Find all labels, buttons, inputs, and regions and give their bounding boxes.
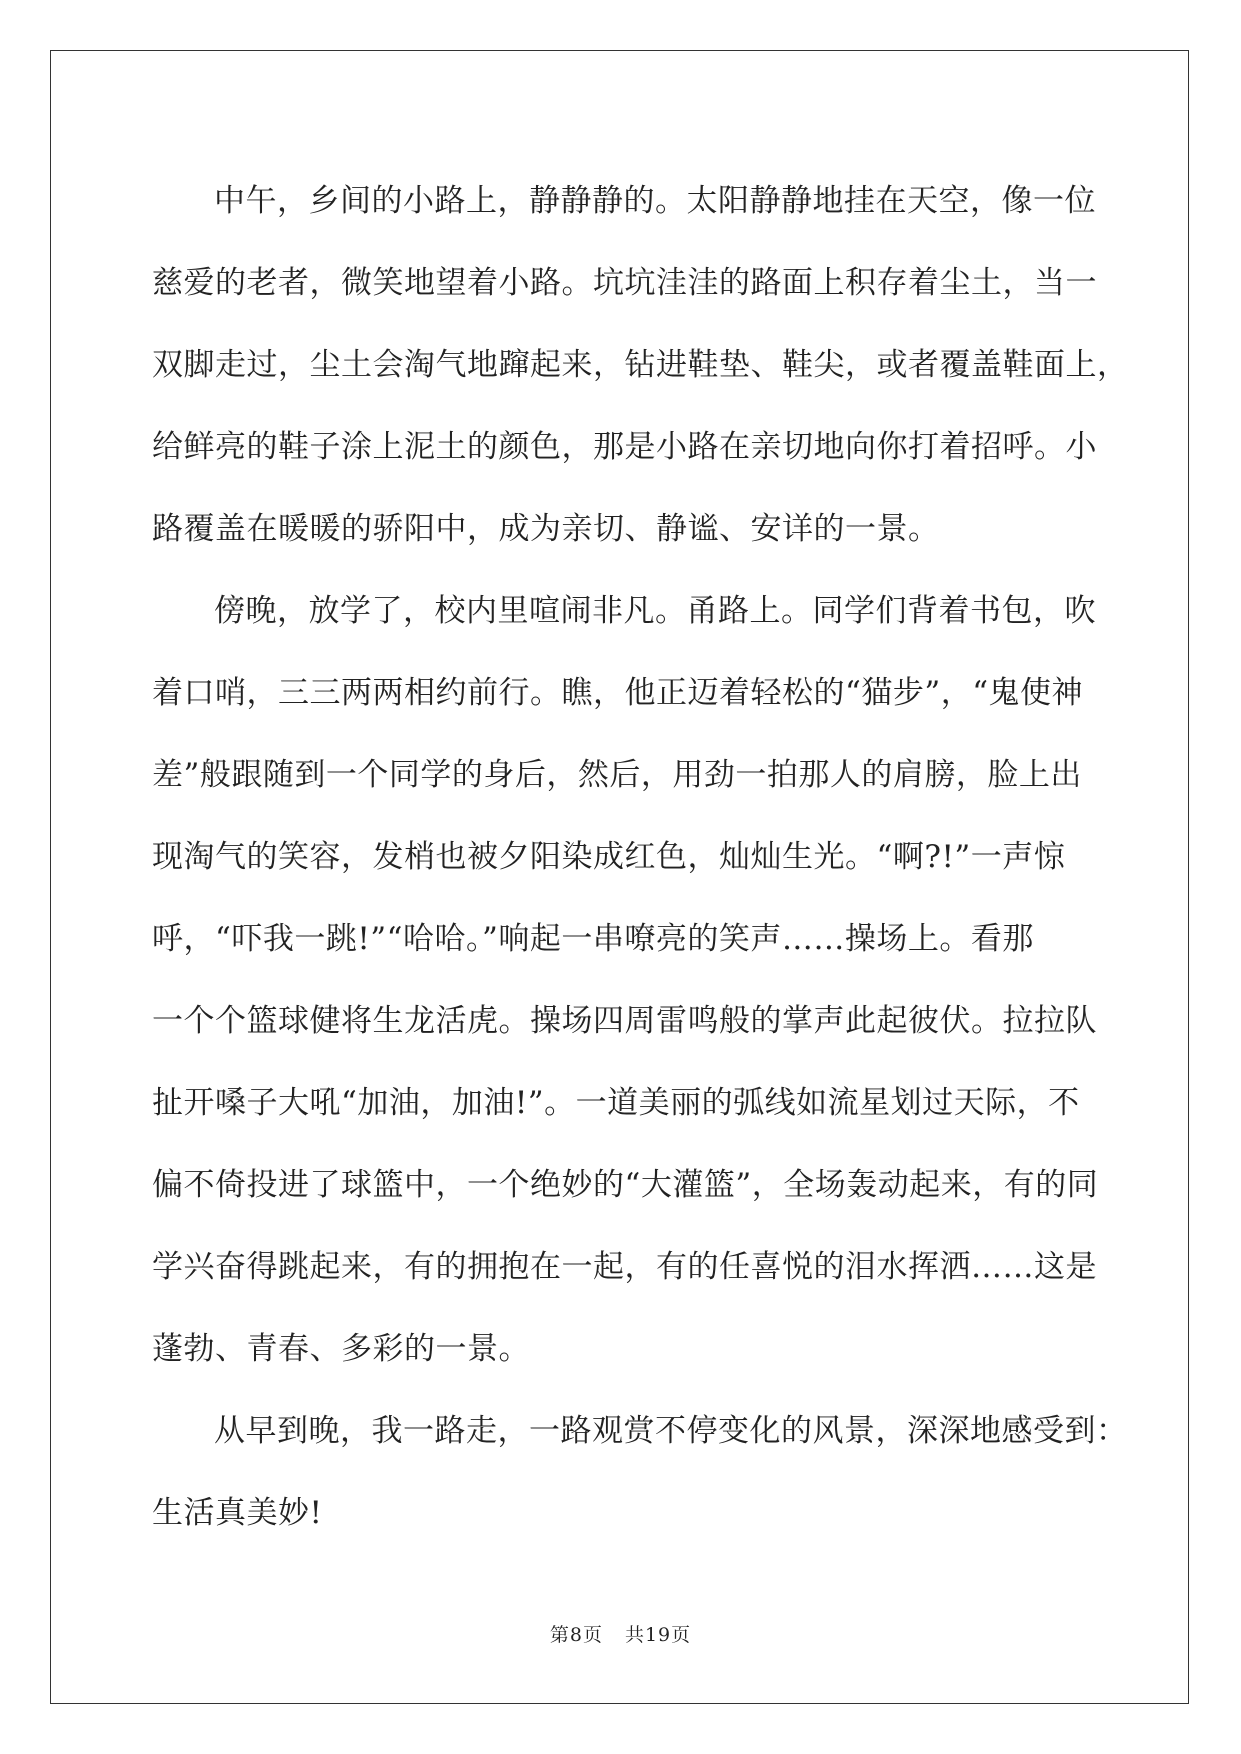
text-line: 学兴奋得跳起来，有的拥抱在一起，有的任喜悦的泪水挥洒……这是	[152, 1249, 1097, 1285]
text-line: 一个个篮球健将生龙活虎。操场四周雷鸣般的掌声此起彼伏。拉拉队	[152, 1003, 1097, 1039]
text-line: 路覆盖在暖暖的骄阳中，成为亲切、静谧、安详的一景。	[152, 511, 940, 547]
text-line: 偏不倚投进了球篮中，一个绝妙的“大灌篮”，全场轰动起来，有的同	[152, 1167, 1099, 1203]
text-line: 扯开嗓子大吼“加油，加油!”。一道美丽的弧线如流星划过天际，不	[152, 1085, 1080, 1121]
text-line: 慈爱的老者，微笑地望着小路。坑坑洼洼的路面上积存着尘土，当一	[152, 265, 1097, 301]
page-footer	[0, 1620, 1241, 1647]
document-body	[152, 160, 1129, 1554]
paragraph	[152, 160, 1129, 570]
text-line: 傍晚，放学了，校内里喧闹非凡。甬路上。同学们背着书包，吹	[214, 593, 1096, 629]
text-line: 中午，乡间的小路上，静静静的。太阳静静地挂在天空，像一位	[214, 183, 1096, 219]
text-line: 蓬勃、青春、多彩的一景。	[152, 1331, 530, 1367]
text-line: 着口哨，三三两两相约前行。瞧，他正迈着轻松的“猫步”，“鬼使神	[152, 675, 1084, 711]
text-line: 给鲜亮的鞋子涂上泥土的颜色，那是小路在亲切地向你打着招呼。小	[152, 429, 1097, 465]
text-line: 从早到晚，我一路走，一路观赏不停变化的风景，深深地感受到：	[214, 1413, 1128, 1449]
paragraph	[152, 570, 1118, 1390]
text-line: 呼，“吓我一跳!”“哈哈。”响起一串嘹亮的笑声……操场上。看那	[152, 921, 1034, 957]
text-line: 双脚走过，尘土会淘气地蹿起来，钻进鞋垫、鞋尖，或者覆盖鞋面上，	[152, 347, 1129, 383]
page-number-current: 第8页	[549, 1624, 603, 1646]
text-line: 差”般跟随到一个同学的身后，然后，用劲一拍那人的肩膀，脸上出	[152, 757, 1082, 793]
paragraph	[152, 1390, 1128, 1554]
page-number-total: 共19页	[624, 1624, 692, 1646]
text-line: 生活真美妙!	[152, 1495, 323, 1531]
text-line: 现淘气的笑容，发梢也被夕阳染成红色，灿灿生光。“啊?!”一声惊	[152, 839, 1066, 875]
